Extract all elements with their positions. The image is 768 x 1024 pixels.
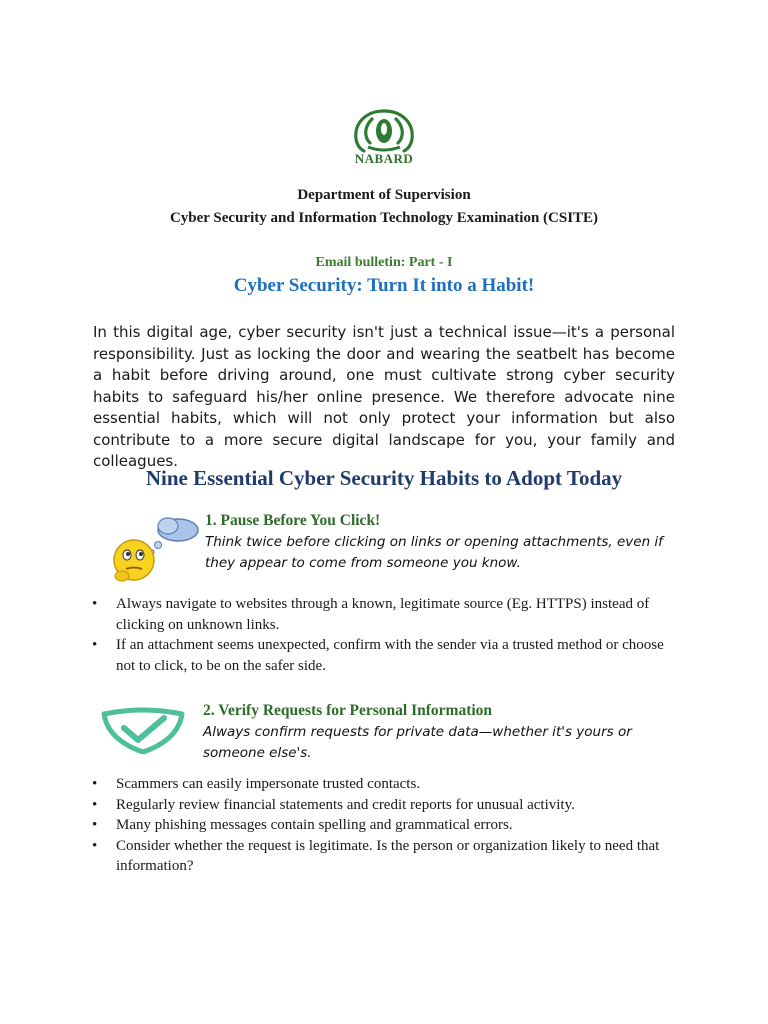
shield-check-icon: [100, 706, 186, 754]
intro-text: In this digital age, cyber security isn't just a technical issue—it's a personal responsibility. Just as locking the door and wearing the seatbelt has become a habit before driving around, one must cultivate strong cyber security habits to safeguard his/her online presence. We therefore advocate nine essential habits, which will not only protect your information but also contribute to a more secure digital landscape for you, your family and colleagues.: [93, 323, 675, 470]
logo-text: NABARD: [354, 151, 414, 166]
thinking-face-icon: [110, 514, 202, 586]
list-item: • Many phishing messages contain spelling and grammatical errors.: [92, 815, 682, 836]
habit-1-bullet-list: [92, 594, 682, 676]
bulletin-label: Email bulletin: Part - I: [315, 255, 453, 270]
habit-2-title: 2. Verify Requests for Personal Information: [203, 702, 493, 719]
exam-title: Cyber Security and Information Technology Examination (CSITE): [169, 210, 599, 226]
list-item: • If an attachment seems unexpected, confirm with the sender via a trusted method or choose not to click, to be on the safer side.: [92, 635, 682, 676]
intro-paragraph: [93, 322, 675, 473]
list-item: • Consider whether the request is legitimate. Is the person or organization likely to need that information?: [92, 836, 682, 877]
habit-1-title: 1. Pause Before You Click!: [205, 512, 381, 529]
habit-1-description: Think twice before clicking on links or opening attachments, even if they appear to come from someone you know.: [205, 534, 663, 571]
habit-2-bullet-list: [92, 774, 682, 877]
habits-section-title: Nine Essential Cyber Security Habits to Adopt Today: [145, 466, 623, 490]
habit-2-description: Always confirm requests for private data—whether it's yours or someone else's.: [203, 724, 632, 761]
department-heading: Department of Supervision: [297, 187, 471, 203]
list-item: • Always navigate to websites through a known, legitimate source (Eg. HTTPS) instead of clicking on unknown links.: [92, 594, 682, 635]
list-item: • Scammers can easily impersonate trusted contacts.: [92, 774, 682, 795]
page-title: Cyber Security: Turn It into a Habit!: [233, 275, 535, 296]
list-item: • Regularly review financial statements and credit reports for unusual activity.: [92, 795, 682, 816]
